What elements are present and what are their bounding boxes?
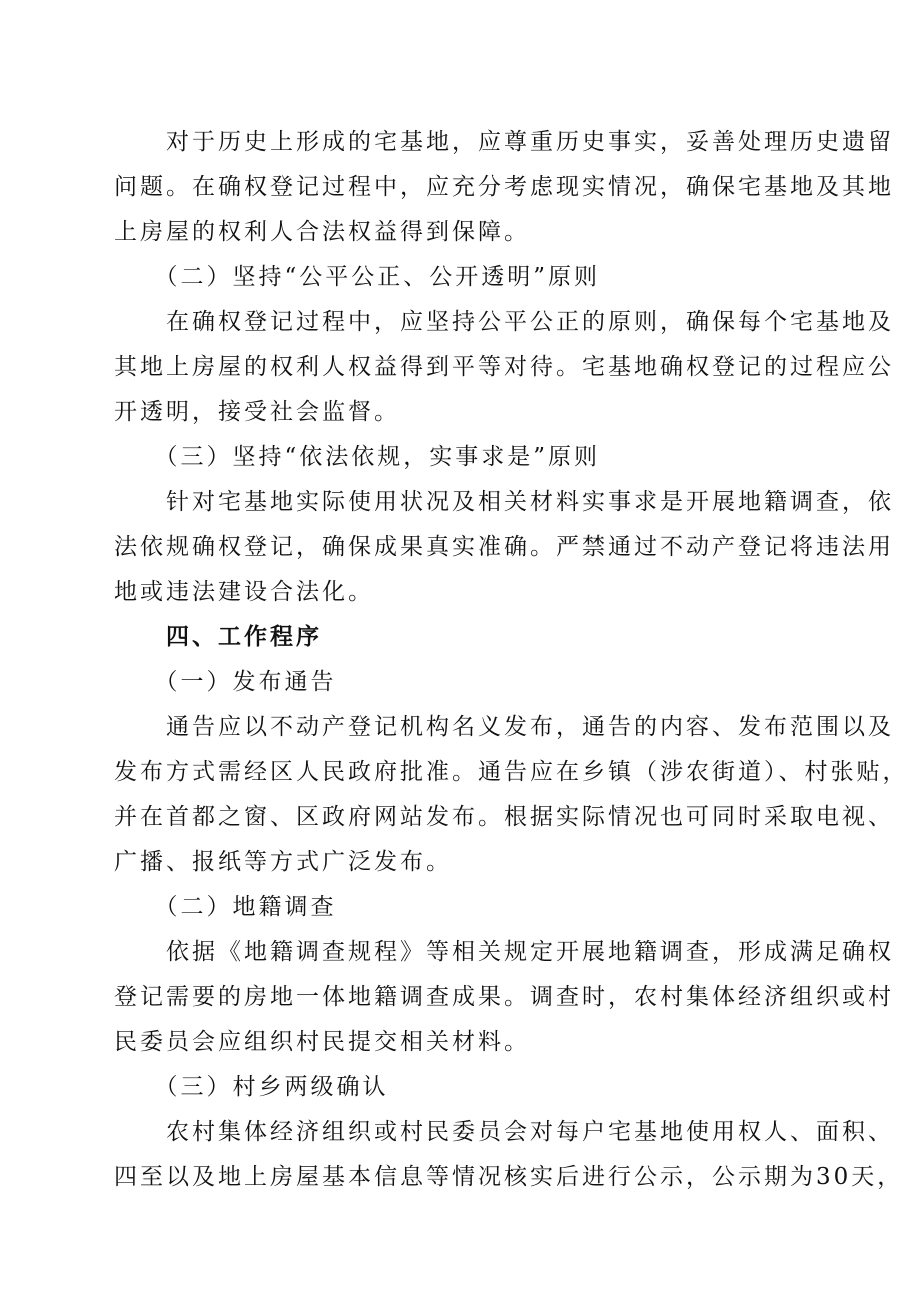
paragraph-line: 并在首都之窗、区政府网站发布。根据实际情况也可同时采取电视、 xyxy=(114,804,894,830)
paragraph-line: 地或违法建设合法化。 xyxy=(114,579,374,605)
paragraph-line: 发布方式需经区人民政府批准。通告应在乡镇（涉农街道）、村张贴， xyxy=(114,759,909,785)
paragraph-line: 在确权登记过程中，应坚持公平公正的原则，确保每个宅基地及 xyxy=(114,309,894,335)
section-subheading: （二）地籍调查 xyxy=(114,894,337,920)
section-subheading: （三）坚持“依法依规，实事求是”原则 xyxy=(114,444,601,470)
paragraph-line: 农村集体经济组织或村民委员会对每户宅基地使用权人、面积、 xyxy=(114,1119,894,1145)
paragraph-line: 民委员会应组织村民提交相关材料。 xyxy=(114,1029,530,1055)
section-heading: 四、工作程序 xyxy=(114,624,322,650)
paragraph-line: 广播、报纸等方式广泛发布。 xyxy=(114,849,452,875)
paragraph-line: 其地上房屋的权利人权益得到平等对待。宅基地确权登记的过程应公 xyxy=(114,354,894,380)
paragraph-line: 针对宅基地实际使用状况及相关材料实事求是开展地籍调查，依 xyxy=(114,489,894,515)
paragraph-line: 法依规确权登记，确保成果真实准确。严禁通过不动产登记将违法用 xyxy=(114,534,894,560)
paragraph-line: 登记需要的房地一体地籍调查成果。调查时，农村集体经济组织或村 xyxy=(114,984,894,1010)
section-subheading: （二）坚持“公平公正、公开透明”原则 xyxy=(114,264,601,290)
section-subheading: （一）发布通告 xyxy=(114,669,337,695)
paragraph-line: 对于历史上形成的宅基地，应尊重历史事实，妥善处理历史遗留 xyxy=(114,129,894,155)
paragraph-line: 通告应以不动产登记机构名义发布，通告的内容、发布范围以及 xyxy=(114,714,894,740)
paragraph-line: 四至以及地上房屋基本信息等情况核实后进行公示，公示期为30天， xyxy=(114,1164,904,1190)
paragraph-line: 问题。在确权登记过程中，应充分考虑现实情况，确保宅基地及其地 xyxy=(114,174,894,200)
section-subheading: （三）村乡两级确认 xyxy=(114,1074,389,1100)
paragraph-line: 依据《地籍调查规程》等相关规定开展地籍调查，形成满足确权 xyxy=(114,939,894,965)
paragraph-line: 上房屋的权利人合法权益得到保障。 xyxy=(114,219,530,245)
paragraph-line: 开透明，接受社会监督。 xyxy=(114,399,400,425)
